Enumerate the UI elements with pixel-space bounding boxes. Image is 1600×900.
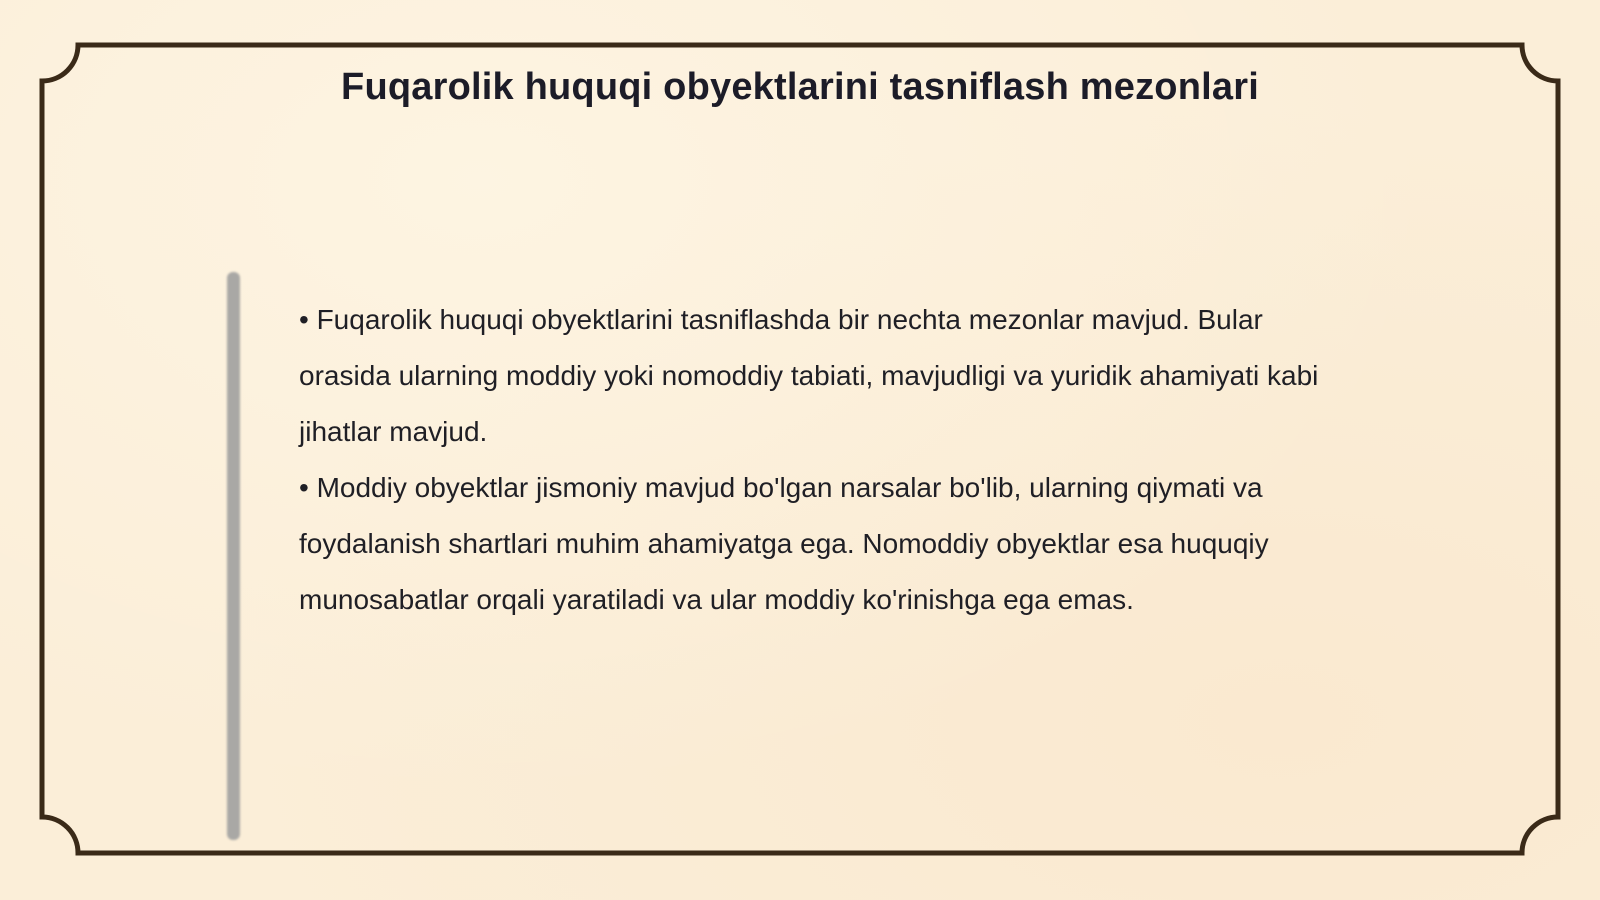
- bullet-paragraph: • Moddiy obyektlar jismoniy mavjud bo'lgan narsalar bo'lib, ularning qiymati va foydalanish shartlari muhim ahamiyatga ega. Nomoddiy obyektlar esa huquqiy munosabatlar orqali yaratiladi va ular moddiy ko'rinishga ega emas.: [299, 472, 1269, 615]
- accent-bar: [227, 272, 240, 840]
- slide-title: Fuqarolik huquqi obyektlarini tasniflash mezonlari: [341, 66, 1259, 108]
- bullet-paragraph: • Fuqarolik huquqi obyektlarini tasniflashda bir nechta mezonlar mavjud. Bular orasida ularning moddiy yoki nomoddiy tabiati, mavjudligi va yuridik ahamiyati kabi jihatlar mavjud.: [299, 304, 1319, 447]
- slide-body: [299, 292, 1319, 628]
